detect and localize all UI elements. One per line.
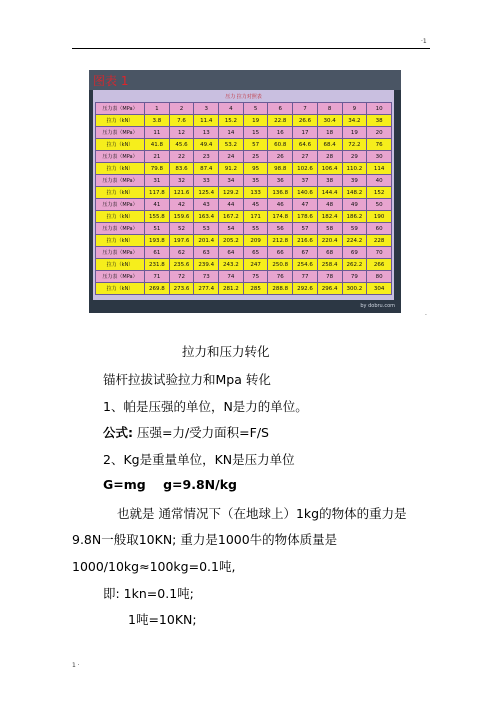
example-line-2: 1吨=10KN;: [128, 612, 197, 627]
row-label: 拉力（kN）: [96, 283, 145, 295]
table-cell: 30: [367, 151, 392, 163]
table-row: [96, 199, 392, 211]
table-cell: 3: [194, 103, 219, 115]
table-cell: 65: [243, 247, 268, 259]
table-cell: 75: [243, 271, 268, 283]
table-cell: 129.2: [219, 187, 244, 199]
table-cell: 74: [219, 271, 244, 283]
table-cell: 42: [169, 199, 194, 211]
table-cell: 43: [194, 199, 219, 211]
table-cell: 98.8: [268, 163, 293, 175]
table-cell: 79.8: [145, 163, 170, 175]
table-cell: 16: [268, 127, 293, 139]
photo-top-bar: [89, 70, 401, 90]
table-cell: 10: [367, 103, 392, 115]
table-cell: 49: [342, 199, 367, 211]
page-mark: ·1: [421, 38, 427, 45]
table-cell: 68: [317, 247, 342, 259]
table-cell: 22.8: [268, 115, 293, 127]
table-cell: 11: [145, 127, 170, 139]
table-cell: 285: [243, 283, 268, 295]
conversion-table: [95, 102, 392, 295]
row-label: 拉力（kN）: [96, 187, 145, 199]
table-row: [96, 271, 392, 283]
table-cell: 47: [293, 199, 318, 211]
formula-text: 压强=力/受力面积=F/S: [133, 425, 269, 440]
table-cell: 121.6: [169, 187, 194, 199]
table-cell: 83.6: [169, 163, 194, 175]
table-cell: 186.2: [342, 211, 367, 223]
table-cell: 117.8: [145, 187, 170, 199]
row-label: 拉力（kN）: [96, 235, 145, 247]
row-label: 压力表（MPa）: [96, 103, 145, 115]
panel-title: 压力 拉力对照表: [225, 94, 262, 100]
table-cell: 133: [243, 187, 268, 199]
table-cell: 49.4: [194, 139, 219, 151]
table-cell: 190: [367, 211, 392, 223]
table-cell: 22: [169, 151, 194, 163]
table-cell: 52: [169, 223, 194, 235]
photo-label: 图表 1: [93, 74, 129, 88]
table-cell: 87.4: [194, 163, 219, 175]
table-cell: 209: [243, 235, 268, 247]
table-cell: 182.4: [317, 211, 342, 223]
table-cell: 1: [145, 103, 170, 115]
table-cell: 53.2: [219, 139, 244, 151]
table-row: [96, 247, 392, 259]
formula-label: 公式:: [103, 425, 133, 440]
table-row: [96, 235, 392, 247]
table-cell: 18: [317, 127, 342, 139]
row-label: 拉力（kN）: [96, 211, 145, 223]
table-cell: 9: [342, 103, 367, 115]
table-cell: 171: [243, 211, 268, 223]
doc-subtitle: 锚杆拉拔试验拉力和Mpa 转化: [103, 372, 271, 387]
table-cell: 57: [243, 139, 268, 151]
table-cell: 66: [268, 247, 293, 259]
header-rule: [72, 48, 430, 49]
table-cell: 50: [367, 199, 392, 211]
table-cell: 220.4: [317, 235, 342, 247]
table-cell: 34.2: [342, 115, 367, 127]
table-cell: 38: [367, 115, 392, 127]
table-cell: 20: [367, 127, 392, 139]
table-row: [96, 283, 392, 295]
table-cell: 262.2: [342, 259, 367, 271]
table-cell: 34: [219, 175, 244, 187]
row-label: 拉力（kN）: [96, 259, 145, 271]
g-formula: G=mg g=9.8N/kg: [103, 477, 237, 492]
table-cell: 60: [367, 223, 392, 235]
table-cell: 281.2: [219, 283, 244, 295]
table-cell: 25: [243, 151, 268, 163]
table-cell: 19: [243, 115, 268, 127]
table-cell: 73: [194, 271, 219, 283]
table-cell: 269.8: [145, 283, 170, 295]
table-row: [96, 115, 392, 127]
example-line-1: 即: 1kn=0.1吨;: [103, 586, 194, 601]
table-cell: 6: [268, 103, 293, 115]
table-cell: 4: [219, 103, 244, 115]
table-cell: 152: [367, 187, 392, 199]
table-cell: 247: [243, 259, 268, 271]
row-label: 拉力（kN）: [96, 163, 145, 175]
table-cell: 26.6: [293, 115, 318, 127]
table-cell: 15: [243, 127, 268, 139]
table-cell: 3.8: [145, 115, 170, 127]
table-cell: 76: [367, 139, 392, 151]
photo-caption: by dobru.com: [360, 303, 395, 309]
table-cell: 148.2: [342, 187, 367, 199]
table-cell: 163.4: [194, 211, 219, 223]
table-cell: 54: [219, 223, 244, 235]
table-cell: 79: [342, 271, 367, 283]
table-cell: 106.4: [317, 163, 342, 175]
item-1: 1、帕是压强的单位，N是力的单位。: [103, 399, 308, 414]
table-cell: 80: [367, 271, 392, 283]
table-cell: 26: [268, 151, 293, 163]
table-cell: 296.4: [317, 283, 342, 295]
table-cell: 266: [367, 259, 392, 271]
table-cell: 2: [169, 103, 194, 115]
table-cell: 53: [194, 223, 219, 235]
table-cell: 197.6: [169, 235, 194, 247]
table-cell: 46: [268, 199, 293, 211]
table-cell: 216.6: [293, 235, 318, 247]
table-photo: [89, 70, 401, 313]
table-row: [96, 175, 392, 187]
table-row: [96, 127, 392, 139]
table-row: [96, 139, 392, 151]
footer-mark: 1 ·: [72, 662, 80, 669]
table-cell: 174.8: [268, 211, 293, 223]
table-cell: 55: [243, 223, 268, 235]
table-cell: 277.4: [194, 283, 219, 295]
table-cell: 102.6: [293, 163, 318, 175]
table-cell: 239.4: [194, 259, 219, 271]
row-label: 压力表（MPa）: [96, 151, 145, 163]
table-cell: 45.6: [169, 139, 194, 151]
table-cell: 13: [194, 127, 219, 139]
table-row: [96, 187, 392, 199]
table-cell: 254.6: [293, 259, 318, 271]
table-row: [96, 151, 392, 163]
table-cell: 14: [219, 127, 244, 139]
table-cell: 56: [268, 223, 293, 235]
table-cell: 45: [243, 199, 268, 211]
table-cell: 62: [169, 247, 194, 259]
row-label: 拉力（kN）: [96, 139, 145, 151]
formula-line: [103, 423, 269, 441]
table-cell: 19: [342, 127, 367, 139]
table-cell: 11.4: [194, 115, 219, 127]
table-cell: 23: [194, 151, 219, 163]
table-cell: 27: [293, 151, 318, 163]
table-cell: 243.2: [219, 259, 244, 271]
table-cell: 159.6: [169, 211, 194, 223]
table-cell: 36: [268, 175, 293, 187]
table-cell: 110.2: [342, 163, 367, 175]
table-cell: 91.2: [219, 163, 244, 175]
table-cell: 59: [342, 223, 367, 235]
table-cell: 300.2: [342, 283, 367, 295]
table-cell: 44: [219, 199, 244, 211]
table-cell: 63: [194, 247, 219, 259]
table-cell: 193.8: [145, 235, 170, 247]
table-row: [96, 211, 392, 223]
table-cell: 77: [293, 271, 318, 283]
table-cell: 61: [145, 247, 170, 259]
table-cell: 51: [145, 223, 170, 235]
table-cell: 41: [145, 199, 170, 211]
row-label: 压力表（MPa）: [96, 127, 145, 139]
table-cell: 201.4: [194, 235, 219, 247]
table-cell: 68.4: [317, 139, 342, 151]
table-cell: 15.2: [219, 115, 244, 127]
table-cell: 304: [367, 283, 392, 295]
table-cell: 57: [293, 223, 318, 235]
table-cell: 5: [243, 103, 268, 115]
table-row: [96, 223, 392, 235]
table-cell: 292.6: [293, 283, 318, 295]
table-cell: 21: [145, 151, 170, 163]
table-cell: 205.2: [219, 235, 244, 247]
table-cell: 273.6: [169, 283, 194, 295]
table-cell: 140.6: [293, 187, 318, 199]
row-label: 压力表（MPa）: [96, 175, 145, 187]
table-row: [96, 103, 392, 115]
paragraph-line-3: 1000/10kg≈100kg=0.1吨,: [72, 559, 236, 574]
table-cell: 29: [342, 151, 367, 163]
paragraph-line-2: 9.8N一般取10KN; 重力是1000牛的物体质量是: [72, 532, 338, 547]
paragraph-line-1: 也就是 通常情况下（在地球上）1kg的物体的重力是: [117, 506, 407, 521]
table-cell: 288.8: [268, 283, 293, 295]
table-cell: 37: [293, 175, 318, 187]
row-label: 压力表（MPa）: [96, 271, 145, 283]
table-cell: 32: [169, 175, 194, 187]
table-cell: 31: [145, 175, 170, 187]
row-label: 拉力（kN）: [96, 115, 145, 127]
table-cell: 12: [169, 127, 194, 139]
table-cell: 212.8: [268, 235, 293, 247]
table-cell: 38: [317, 175, 342, 187]
table-cell: 8: [317, 103, 342, 115]
table-row: [96, 163, 392, 175]
table-cell: 114: [367, 163, 392, 175]
row-label: 压力表（MPa）: [96, 223, 145, 235]
table-cell: 64.6: [293, 139, 318, 151]
table-cell: 7: [293, 103, 318, 115]
table-cell: 70: [367, 247, 392, 259]
side-mark: ·: [425, 312, 427, 319]
table-cell: 224.2: [342, 235, 367, 247]
table-cell: 60.8: [268, 139, 293, 151]
table-cell: 231.8: [145, 259, 170, 271]
item-2: 2、Kg是重量单位，KN是压力单位: [103, 452, 295, 467]
conversion-panel: [93, 90, 394, 300]
table-cell: 35: [243, 175, 268, 187]
table-cell: 167.2: [219, 211, 244, 223]
row-label: 压力表（MPa）: [96, 247, 145, 259]
table-cell: 258.4: [317, 259, 342, 271]
table-cell: 7.6: [169, 115, 194, 127]
table-cell: 40: [367, 175, 392, 187]
table-cell: 71: [145, 271, 170, 283]
table-cell: 67: [293, 247, 318, 259]
table-cell: 136.8: [268, 187, 293, 199]
table-cell: 178.6: [293, 211, 318, 223]
table-cell: 72.2: [342, 139, 367, 151]
row-label: 压力表（MPa）: [96, 199, 145, 211]
table-cell: 41.8: [145, 139, 170, 151]
table-cell: 76: [268, 271, 293, 283]
table-cell: 144.4: [317, 187, 342, 199]
table-cell: 155.8: [145, 211, 170, 223]
table-cell: 17: [293, 127, 318, 139]
table-cell: 64: [219, 247, 244, 259]
table-cell: 33: [194, 175, 219, 187]
table-cell: 24: [219, 151, 244, 163]
table-cell: 39: [342, 175, 367, 187]
table-cell: 95: [243, 163, 268, 175]
table-cell: 48: [317, 199, 342, 211]
table-cell: 78: [317, 271, 342, 283]
table-cell: 250.8: [268, 259, 293, 271]
table-cell: 30.4: [317, 115, 342, 127]
table-row: [96, 259, 392, 271]
table-cell: 125.4: [194, 187, 219, 199]
table-cell: 69: [342, 247, 367, 259]
doc-title: 拉力和压力转化: [182, 344, 270, 359]
table-cell: 28: [317, 151, 342, 163]
table-cell: 235.6: [169, 259, 194, 271]
table-cell: 72: [169, 271, 194, 283]
table-cell: 228: [367, 235, 392, 247]
table-cell: 58: [317, 223, 342, 235]
